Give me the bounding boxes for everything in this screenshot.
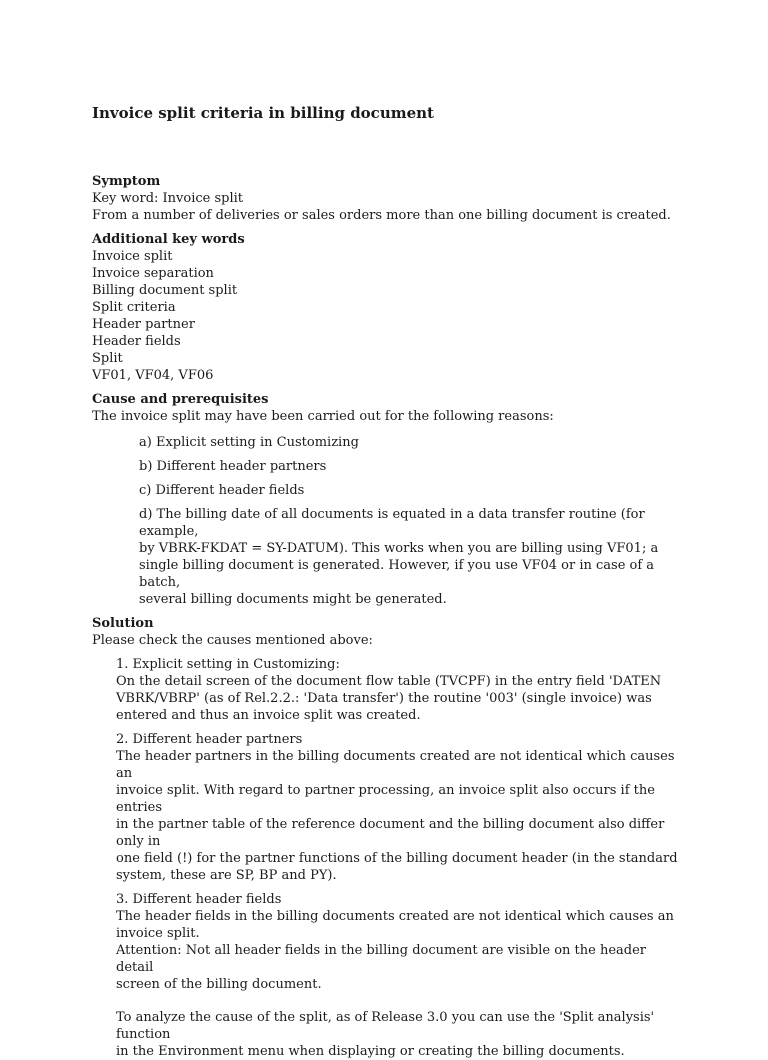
solution-closing [116, 1009, 682, 1060]
cause-reason: a) Explicit setting in Customizing [139, 435, 359, 450]
cause-reason-d: d) The billing date of all documents is equated in a data transfer routine (for example, [139, 507, 645, 539]
solution-line: VBRK/VBRP' (as of Rel.2.2.: 'Data transfer') the routine '003' (single invoice) was [116, 691, 652, 706]
keyword-item: VF01, VF04, VF06 [92, 368, 214, 383]
keyword-item: Header fields [92, 334, 181, 349]
cause-reasons [139, 434, 689, 608]
document-body [92, 173, 682, 1060]
solution-heading: Solution [92, 616, 154, 631]
solution-line: 3. Different header fields [116, 892, 282, 907]
solution-line: system, these are SP, BP and PY). [116, 868, 337, 883]
symptom-line: From a number of deliveries or sales orders more than one billing document is created. [92, 208, 671, 223]
solution-line: in the partner table of the reference document and the billing document also differ only in [116, 817, 665, 849]
solution-line: one field (!) for the partner functions of the billing document header (in the standard [116, 851, 678, 866]
solution-items [116, 656, 682, 1060]
cause-intro: The invoice split may have been carried out for the following reasons: [92, 409, 554, 424]
solution-item-1 [116, 656, 682, 724]
cause-reason-d: several billing documents might be generated. [139, 592, 447, 607]
cause-heading: Cause and prerequisites [92, 392, 269, 407]
cause-reason-d: by VBRK-FKDAT = SY-DATUM). This works when you are billing using VF01; a [139, 541, 659, 556]
solution-line: The header partners in the billing documents created are not identical which causes an [116, 749, 675, 781]
keyword-item: Split [92, 351, 123, 366]
symptom-section [92, 173, 682, 224]
cause-section [92, 391, 682, 608]
solution-line: To analyze the cause of the split, as of Release 3.0 you can use the 'Split analysis' function [116, 1010, 655, 1042]
keyword-item: Header partner [92, 317, 195, 332]
keyword-item: Invoice separation [92, 266, 214, 281]
solution-line: Attention: Not all header fields in the billing document are visible on the header detail [116, 943, 646, 975]
solution-line: in the Environment menu when displaying or creating the billing documents. [116, 1044, 625, 1059]
cause-reason-d: single billing document is generated. However, if you use VF04 or in case of a batch, [139, 558, 655, 590]
solution-line: invoice split. With regard to partner processing, an invoice split also occurs if the entries [116, 783, 655, 815]
solution-line: screen of the billing document. [116, 977, 322, 992]
cause-reason: c) Different header fields [139, 483, 305, 498]
document-title: Invoice split criteria in billing document [92, 104, 434, 122]
solution-line: entered and thus an invoice split was created. [116, 708, 421, 723]
cause-reason: b) Different header partners [139, 459, 327, 474]
solution-line: invoice split. [116, 926, 200, 941]
solution-intro: Please check the causes mentioned above: [92, 633, 373, 648]
solution-item-2 [116, 731, 682, 884]
solution-line: 1. Explicit setting in Customizing: [116, 657, 340, 672]
keyword-item: Billing document split [92, 283, 238, 298]
solution-section [92, 615, 682, 1060]
solution-line: 2. Different header partners [116, 732, 303, 747]
solution-line: On the detail screen of the document flow table (TVCPF) in the entry field 'DATEN [116, 674, 662, 689]
keyword-item: Split criteria [92, 300, 176, 315]
solution-item-3 [116, 891, 682, 993]
symptom-heading: Symptom [92, 174, 161, 189]
keyword-item: Invoice split [92, 249, 173, 264]
additional-keywords-heading: Additional key words [92, 232, 245, 247]
additional-keywords-section [92, 231, 682, 384]
symptom-line: Key word: Invoice split [92, 191, 244, 206]
solution-line: The header fields in the billing documents created are not identical which causes an [116, 909, 674, 924]
